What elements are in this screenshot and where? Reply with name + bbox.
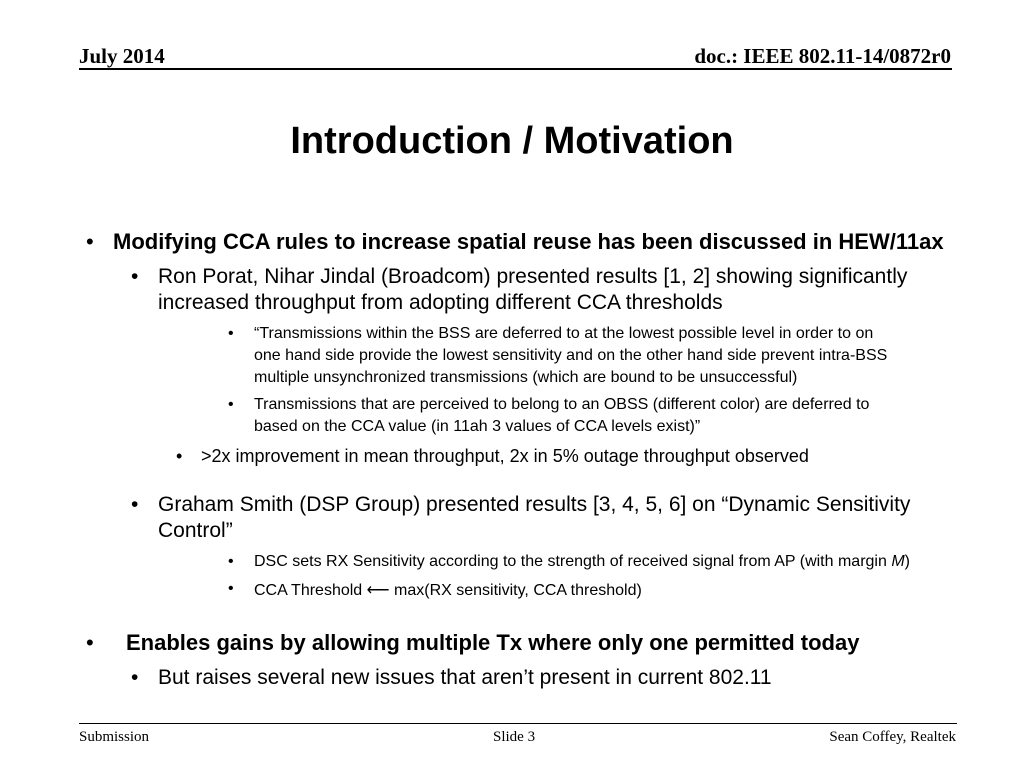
bullet-cca-threshold: CCA Threshold ⟵ max(RX sensitivity, CCA threshold)	[254, 582, 642, 599]
bullet-marker: •	[176, 446, 183, 466]
bullet-broadcom-line1: Ron Porat, Nihar Jindal (Broadcom) presented results [1, 2] showing significantly	[158, 265, 908, 288]
bullet-dsc-text: DSC sets RX Sensitivity according to the strength of received signal from AP (with margin	[254, 553, 892, 570]
bullet-dsc	[254, 553, 910, 571]
bullet-cca-rules: Modifying CCA rules to increase spatial reuse has been discussed in HEW/11ax	[113, 229, 944, 254]
slide-title: Introduction / Motivation	[290, 120, 734, 162]
bullet-marker: •	[228, 396, 234, 413]
bullet-marker: •	[131, 493, 139, 516]
bullet-quote-line3: multiple unsynchronized transmissions (which are bound to be unsuccessful)	[254, 369, 798, 386]
footer-divider	[79, 723, 957, 724]
bullet-obss-line2: based on the CCA value (in 11ah 3 values of CCA levels exist)”	[254, 418, 701, 435]
bullet-marker: •	[131, 265, 139, 288]
bullet-obss-line1: Transmissions that are perceived to belong to an OBSS (different color) are deferred to	[254, 396, 870, 413]
bullet-quote-line2: one hand side provide the lowest sensitivity and on the other hand side prevent intra-BSS	[254, 347, 888, 364]
bullet-dsp-line2: Control”	[158, 519, 233, 542]
bullet-marker: •	[228, 580, 234, 597]
bullet-marker: •	[228, 325, 234, 342]
bullet-broadcom-line2: increased throughput from adopting different CCA thresholds	[158, 291, 723, 314]
bullet-marker: •	[131, 666, 139, 689]
bullet-new-issues: But raises several new issues that aren’t present in current 802.11	[158, 666, 772, 689]
bullet-throughput: >2x improvement in mean throughput, 2x in 5% outage throughput observed	[201, 446, 809, 466]
bullet-dsp-line1: Graham Smith (DSP Group) presented results [3, 4, 5, 6] on “Dynamic Sensitivity	[158, 493, 911, 516]
footer-author: Sean Coffey, Realtek	[829, 729, 956, 745]
header-doc-id: doc.: IEEE 802.11-14/0872r0	[694, 44, 951, 68]
bullet-dsc-margin: M	[891, 553, 905, 570]
bullet-marker: •	[86, 630, 94, 655]
header-divider	[79, 68, 952, 70]
bullet-quote-line1: “Transmissions within the BSS are deferred to at the lowest possible level in order to on	[254, 325, 874, 342]
bullet-marker: •	[86, 229, 94, 254]
header-date: July 2014	[79, 44, 165, 68]
footer-submission: Submission	[79, 729, 150, 745]
bullet-marker: •	[228, 553, 234, 570]
bullet-enables-gains: Enables gains by allowing multiple Tx where only one permitted today	[126, 630, 860, 655]
footer-slide-number: Slide 3	[493, 729, 536, 745]
bullet-dsc-end: )	[904, 553, 910, 570]
